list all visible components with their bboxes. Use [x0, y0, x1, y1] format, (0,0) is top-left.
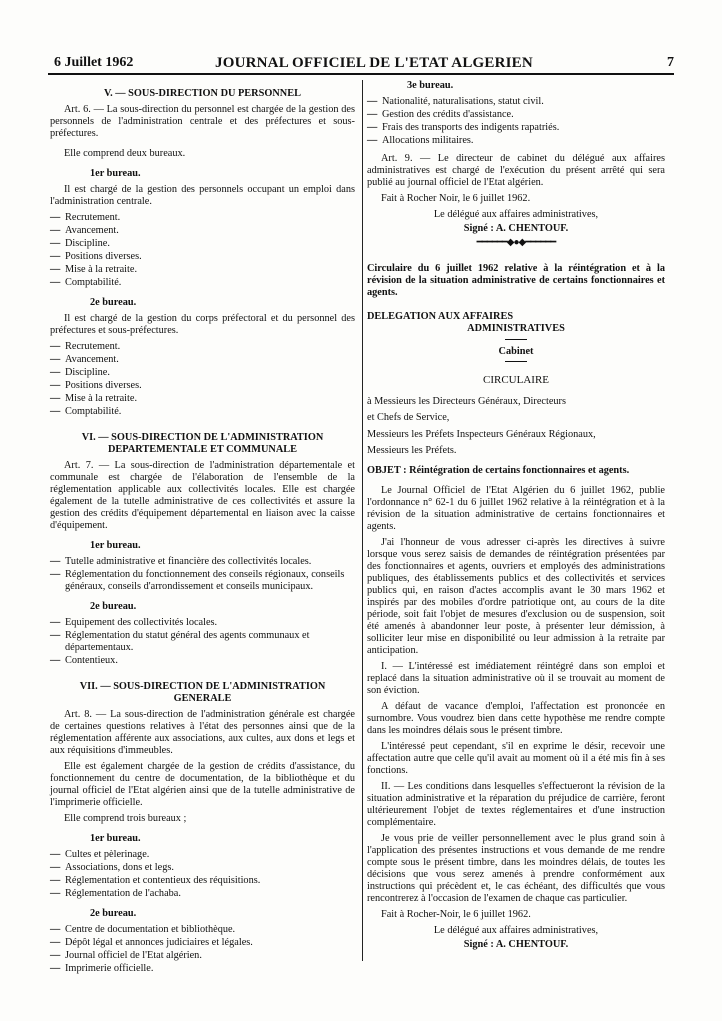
ornament-divider: ━━━━━━◆●◆━━━━━━	[476, 237, 556, 248]
s6-bureau-2-item: — Equipement des collectivités locales.	[50, 617, 355, 629]
journal-title: JOURNAL OFFICIEL DE L'ETAT ALGERIEN	[215, 55, 533, 71]
column-divider	[362, 80, 363, 961]
header-date: 6 Juillet 1962	[54, 55, 134, 70]
s7-bureau-2-list	[50, 924, 355, 975]
bureau-1-text: Il est chargé de la gestion des personnels occupant un emploi dans l'administration centrale.	[50, 184, 355, 207]
delegation-line-2: ADMINISTRATIVES	[467, 323, 565, 334]
bureau-2-text: Il est chargé de la gestion du corps préfectoral et du personnel des préfectures et sous-préfectures.	[50, 313, 355, 336]
bureau-3-item: — Gestion des crédits d'assistance.	[367, 109, 665, 121]
bureau-1-item: — Recrutement.	[50, 212, 355, 224]
bureau-2-title: 2e bureau.	[90, 297, 137, 308]
bureau-3-item: — Frais des transports des indigents rapatriés.	[367, 122, 665, 134]
address-line-1: à Messieurs les Directeurs Généraux, Directeurs	[367, 396, 566, 407]
objet-line: OBJET : Réintégration de certains fonctionnaires et agents.	[367, 465, 630, 476]
right-column	[367, 80, 665, 953]
s6-bureau-2-item: — Réglementation du statut général des agents communaux et départementaux.	[50, 630, 355, 654]
s7-bureau-2-item: — Dépôt légal et annonces judiciaires et légales.	[50, 937, 355, 949]
s7-bureau-1-item: — Réglementation de l'achaba.	[50, 888, 355, 900]
s6-bureau-2-title: 2e bureau.	[90, 601, 137, 612]
address-line-4: Messieurs les Préfets.	[367, 445, 457, 456]
s7-bureau-1-item: — Associations, dons et legs.	[50, 862, 355, 874]
section-v-title: V. — SOUS-DIRECTION DU PERSONNEL	[104, 88, 301, 99]
page-number: 7	[667, 55, 674, 70]
bureau-2-item: — Comptabilité.	[50, 406, 355, 418]
bureau-3-list	[367, 96, 665, 147]
address-line-3: Messieurs les Préfets Inspecteurs Généraux Régionaux,	[367, 429, 596, 440]
s6-bureau-2-list	[50, 617, 355, 667]
left-column	[50, 88, 355, 979]
s7-bureau-2-item: — Centre de documentation et bibliothèque.	[50, 924, 355, 936]
delegue-line-1: Le délégué aux affaires administratives,	[433, 209, 599, 220]
delegue-line-2: Le délégué aux affaires administratives,	[433, 925, 599, 936]
page-header	[40, 55, 682, 71]
bureau-1-item: — Mise à la retraite.	[50, 264, 355, 276]
article-6: Art. 6. — La sous-direction du personnel est chargée de la gestion des personnels de l'administration centrale et des préfectures et sous-préfectures.	[50, 104, 355, 139]
section-vi-title-1: VI. — SOUS-DIRECTION DE L'ADMINISTRATION	[81, 432, 324, 443]
bureau-1-item: — Comptabilité.	[50, 277, 355, 289]
bureau-2-item: — Discipline.	[50, 367, 355, 379]
s7-bureau-1-list	[50, 849, 355, 900]
circular-para-5: L'intéressé peut cependant, s'il en exprime le désir, recevoir une affectation autre que celle qu'il avait au moment où il a été mis fin à ses fonctions.	[367, 741, 665, 776]
section-vii-title-2: GENERALE	[173, 693, 232, 704]
circular-para-1: Le Journal Officiel de l'Etat Algérien du 6 juillet 1962, publie l'ordonnance n° 62-1 du 6 juillet 1962 relative à la réintégration et à la révision de la situation administrative de certains fonctionnaires et agents.	[367, 485, 665, 532]
circular-para-7: Je vous prie de veiller personnellement avec le plus grand soin à l'application des présentes instructions et vous demande de me rendre compte sous le présent timbre, dans les moindres délais, de toutes les décisions que vous serez amenés à prendre conformément aux instructions qui précèdent et, le cas échéant, des difficultés que vous rencontrerez à l'occasion de l'examen de chaque cas particulier.	[367, 833, 665, 904]
signature-2: Signé : A. CHENTOUF.	[463, 939, 569, 950]
bureau-2-item: — Mise à la retraite.	[50, 393, 355, 405]
bureau-2-item: — Recrutement.	[50, 341, 355, 353]
signature-1: Signé : A. CHENTOUF.	[463, 223, 569, 234]
s7-bureau-2-item: — Imprimerie officielle.	[50, 963, 355, 975]
article-8-b: Elle est également chargée de la gestion de crédits d'assistance, du fonctionnement du centre de documentation, de la bibliothèque et du journal officiel de l'Etat algérien ainsi que de la tutelle administrative de l'imprimerie officielle.	[50, 761, 355, 808]
circular-title: Circulaire du 6 juillet 1962 relative à la réintégration et à la révision de la situation administrative de certains fonctionnaires et agents.	[367, 263, 665, 298]
s7-bureau-1-title: 1er bureau.	[90, 833, 141, 844]
fait-rocher-noir-2: Fait à Rocher-Noir, le 6 juillet 1962.	[381, 909, 531, 920]
bureau-2-item: — Positions diverses.	[50, 380, 355, 392]
section-vi-title-2: DEPARTEMENTALE ET COMMUNALE	[108, 444, 297, 455]
header-rule	[48, 73, 674, 75]
two-bureaux-text: Elle comprend deux bureaux.	[64, 148, 186, 159]
bureau-3-item: — Nationalité, naturalisations, statut civil.	[367, 96, 665, 108]
s7-bureau-2-item: — Journal officiel de l'Etat algérien.	[50, 950, 355, 962]
bureau-3-item: — Allocations militaires.	[367, 135, 665, 147]
article-7: Art. 7. — La sous-direction de l'administration départementale et communale est chargée de l'élaboration de l'ensemble de la réglementation applicable aux collectivités locales. Elle est chargée également de la tutelle administrative de ces collectivités et assure la gestion des crédits d'équipement départemental en liaison avec la caisse d'équipement.	[50, 460, 355, 531]
bureau-2-list	[50, 341, 355, 418]
address-line-2: et Chefs de Service,	[367, 412, 450, 423]
s6-bureau-1-item: — Tutelle administrative et financière des collectivités locales.	[50, 556, 355, 568]
circular-para-6: II. — Les conditions dans lesquelles s'effectueront la révision de la situation administrative et la réparation du préjudice de carrière, feront ultérieurement l'objet de textes réglementaires et d'une instruction complémentaire.	[367, 781, 665, 828]
circular-para-2: J'ai l'honneur de vous adresser ci-après les directives à suivre lorsque vous serez saisis de demandes de réintégration présentées par des fonctionnaires et agents, ouvriers et employés des administrations publiques, des établissements publics et des collectivités et services publics qui, en raison d'actes accomplis avant le 30 mars 1962 et inspirés par des mobiles d'ordre patriotique ont, au cours de la dite période, soit fait l'objet de mesures d'exclusion ou de suspension, soit été amenés à abandonner leur poste, à présenter leur démission, à solliciter leur mise en disponibilité ou leur admission à la retraite par anticipation.	[367, 537, 665, 656]
s7-bureau-1-item: — Cultes et pèlerinage.	[50, 849, 355, 861]
bureau-2-item: — Avancement.	[50, 354, 355, 366]
s6-bureau-2-item: — Contentieux.	[50, 655, 355, 667]
bureau-1-title: 1er bureau.	[90, 168, 141, 179]
rule-2	[505, 361, 527, 362]
rule-1	[505, 339, 527, 340]
article-8: Art. 8. — La sous-direction de l'administration générale est chargée de certaines questions relatives à l'état des personnes ainsi que de la réglementation afférente aux associations, aux cultes, aux dons et legs et aux réquisitions d'immeubles.	[50, 709, 355, 756]
bureau-3-title: 3e bureau.	[407, 80, 454, 91]
s6-bureau-1-item: — Réglementation du fonctionnement des conseils régionaux, conseils généraux, conseils d'arrondissement et conseils municipaux.	[50, 569, 355, 593]
three-bureaux-text: Elle comprend trois bureaux ;	[64, 813, 187, 824]
bureau-1-list	[50, 212, 355, 289]
fait-rocher-noir-1: Fait à Rocher Noir, le 6 juillet 1962.	[381, 193, 531, 204]
circular-para-3: I. — L'intéressé est imédiatement réintégré dans son emploi et replacé dans la situation administrative où il se trouvait au moment de son éviction.	[367, 661, 665, 696]
bureau-1-item: — Avancement.	[50, 225, 355, 237]
cabinet-label: Cabinet	[498, 346, 534, 357]
s6-bureau-1-title: 1er bureau.	[90, 540, 141, 551]
article-9: Art. 9. — Le directeur de cabinet du délégué aux affaires administratives est chargé de l'exécution du présent arrêté qui sera publié au journal officiel de l'Etat algérien.	[367, 153, 665, 188]
circulaire-heading: CIRCULAIRE	[483, 374, 549, 386]
s7-bureau-1-item: — Réglementation et contentieux des réquisitions.	[50, 875, 355, 887]
circular-para-4: A défaut de vacance d'emploi, l'affectation est prononcée en surnombre. Vous voudrez bien dans cette hypothèse me rendre compte dans les moindres délais sous le présent timbre.	[367, 701, 665, 736]
bureau-1-item: — Positions diverses.	[50, 251, 355, 263]
bureau-1-item: — Discipline.	[50, 238, 355, 250]
s7-bureau-2-title: 2e bureau.	[90, 908, 137, 919]
s6-bureau-1-list	[50, 556, 355, 593]
section-vii-title-1: VII. — SOUS-DIRECTION DE L'ADMINISTRATION	[79, 681, 326, 692]
delegation-line-1: DELEGATION AUX AFFAIRES	[367, 311, 514, 322]
